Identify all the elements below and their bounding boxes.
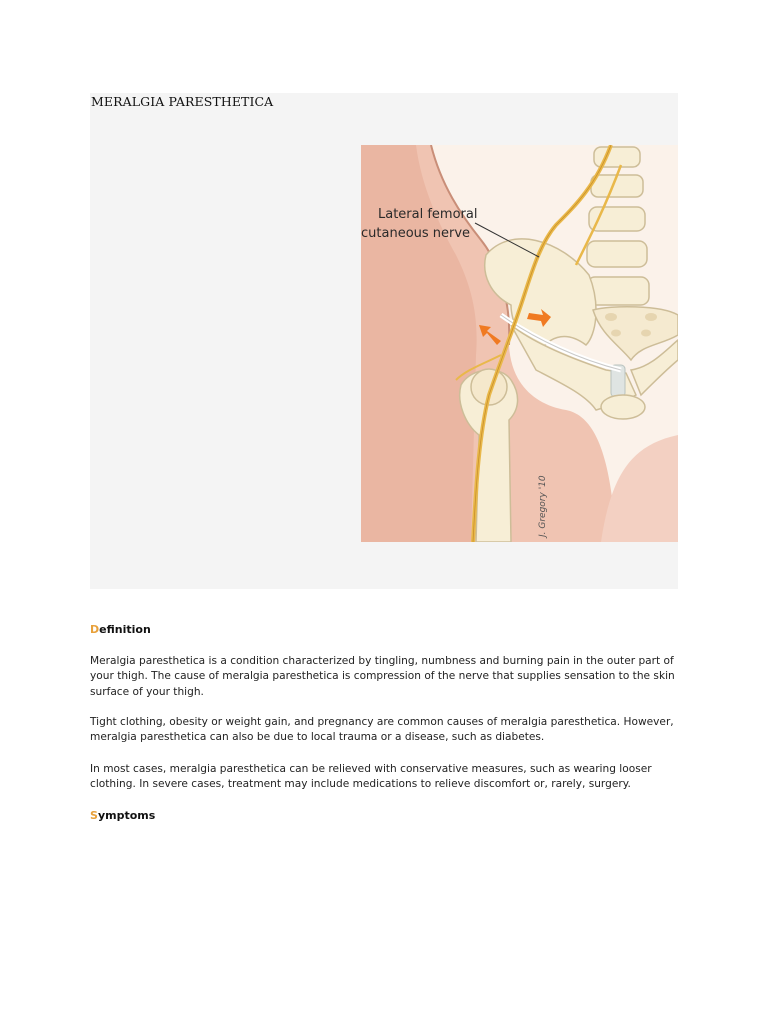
- heading-initial: S: [90, 809, 98, 822]
- section-heading-symptoms: [90, 809, 155, 822]
- thigh-shadow: [361, 145, 477, 542]
- paragraph-definition-2: Tight clothing, obesity or weight gain, and pregnancy are common causes of meralgia paresthetica. However, meralgia paresthetica can also be due to local trauma or a disease, such as diabetes.: [90, 716, 674, 744]
- page-title: MERALGIA PARESTHETICA: [91, 94, 274, 109]
- anatomy-illustration: [361, 145, 678, 542]
- header-banner: [90, 93, 678, 589]
- hip-nerve-diagram: [361, 145, 678, 542]
- section-heading-definition: [90, 623, 151, 636]
- heading-rest: efinition: [99, 623, 151, 636]
- paragraph-definition-1: Meralgia paresthetica is a condition characterized by tingling, numbness and burning pain in the outer part of your thigh. The cause of meralgia paresthetica is compression of the nerve that supplies sensation to the skin surface of your thigh.: [90, 655, 675, 698]
- paragraph-definition-3: In most cases, meralgia paresthetica can be relieved with conservative measures, such as wearing looser clothing. In severe cases, treatment may include medications to relieve discomfort or, rarely, surgery.: [90, 763, 652, 791]
- artist-signature: J. Gregory '10: [538, 475, 548, 537]
- nerve-label-line1: Lateral femoral: [378, 207, 478, 222]
- groin-skin: [601, 435, 678, 542]
- nerve-label-line2: cutaneous nerve: [361, 226, 471, 241]
- ischium: [601, 395, 645, 419]
- heading-initial: D: [90, 623, 100, 636]
- heading-rest: ymptoms: [97, 809, 156, 822]
